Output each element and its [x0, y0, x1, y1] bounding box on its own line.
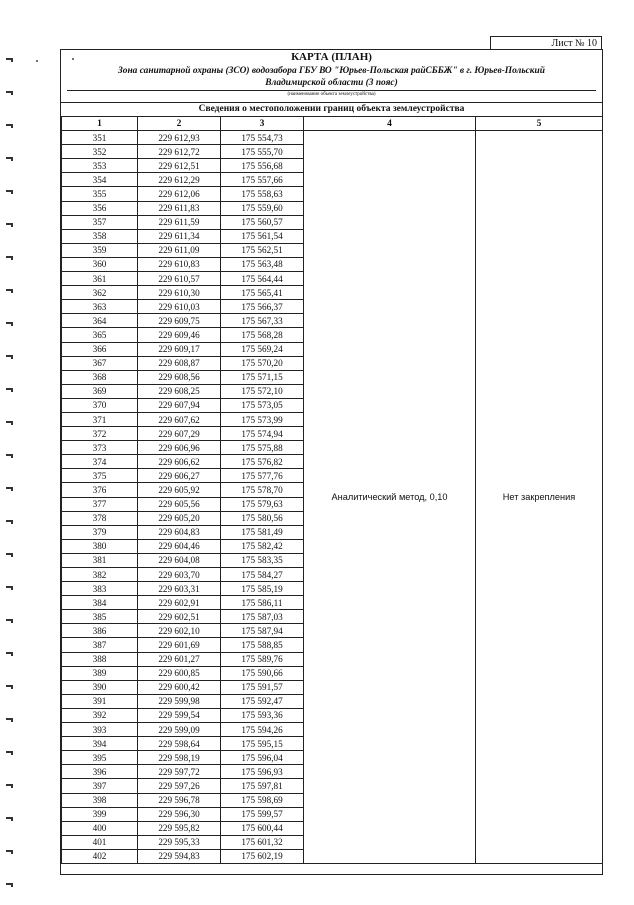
coordinate-x: 229 606,96	[138, 441, 221, 455]
coordinate-y: 175 578,70	[221, 483, 304, 497]
margin-mark	[6, 784, 13, 786]
margin-mark	[6, 817, 13, 819]
coordinate-x: 229 611,83	[138, 201, 221, 215]
point-number: 377	[62, 497, 138, 511]
table-row	[62, 131, 603, 145]
coordinate-x: 229 609,17	[138, 342, 221, 356]
coordinate-x: 229 595,82	[138, 821, 221, 835]
coordinate-y: 175 596,93	[221, 765, 304, 779]
coordinate-y: 175 590,66	[221, 666, 304, 680]
point-number: 383	[62, 582, 138, 596]
point-number: 379	[62, 525, 138, 539]
coordinate-y: 175 563,48	[221, 257, 304, 271]
coordinate-y: 175 577,76	[221, 469, 304, 483]
point-number: 370	[62, 398, 138, 412]
map-title: КАРТА (ПЛАН)	[291, 51, 372, 63]
coordinate-y: 175 585,19	[221, 582, 304, 596]
point-number: 375	[62, 469, 138, 483]
point-number: 356	[62, 201, 138, 215]
coordinate-y: 175 556,68	[221, 159, 304, 173]
point-number: 376	[62, 483, 138, 497]
coordinate-x: 229 596,78	[138, 793, 221, 807]
coordinate-y: 175 584,27	[221, 568, 304, 582]
coordinate-y: 175 601,32	[221, 835, 304, 849]
coordinate-x: 229 602,51	[138, 610, 221, 624]
margin-mark	[6, 91, 13, 93]
margin-mark	[6, 850, 13, 852]
coordinate-y: 175 573,05	[221, 398, 304, 412]
point-number: 384	[62, 596, 138, 610]
coordinate-y: 175 587,03	[221, 610, 304, 624]
coordinate-y: 175 579,63	[221, 497, 304, 511]
coordinate-x: 229 604,83	[138, 525, 221, 539]
point-number: 392	[62, 708, 138, 722]
coordinate-y: 175 594,26	[221, 723, 304, 737]
coordinate-y: 175 582,42	[221, 539, 304, 553]
point-number: 351	[62, 131, 138, 145]
margin-mark	[6, 685, 13, 687]
coordinate-y: 175 566,37	[221, 300, 304, 314]
coordinate-x: 229 611,34	[138, 229, 221, 243]
coordinate-x: 229 606,62	[138, 455, 221, 469]
coordinate-x: 229 612,29	[138, 173, 221, 187]
coordinate-x: 229 601,27	[138, 652, 221, 666]
point-number: 360	[62, 257, 138, 271]
column-header-1: 1	[62, 117, 138, 131]
coordinate-x: 229 601,69	[138, 638, 221, 652]
point-number: 373	[62, 441, 138, 455]
point-number: 397	[62, 779, 138, 793]
header-block	[61, 50, 602, 107]
coordinate-x: 229 598,64	[138, 737, 221, 751]
coordinate-y: 175 573,99	[221, 412, 304, 426]
point-number: 367	[62, 356, 138, 370]
point-number: 400	[62, 821, 138, 835]
coordinate-x: 229 605,92	[138, 483, 221, 497]
coordinate-x: 229 607,94	[138, 398, 221, 412]
coordinate-x: 229 612,06	[138, 187, 221, 201]
point-number: 378	[62, 511, 138, 525]
sheet-number: Лист № 10	[490, 36, 602, 50]
coordinate-y: 175 598,69	[221, 793, 304, 807]
margin-mark	[6, 487, 13, 489]
object-name-line-2: Владимирской области (3 пояс)	[265, 78, 398, 88]
coordinate-y: 175 602,19	[221, 849, 304, 863]
point-number: 393	[62, 723, 138, 737]
coordinate-x: 229 603,31	[138, 582, 221, 596]
coordinate-x: 229 610,83	[138, 257, 221, 271]
coordinate-x: 229 598,19	[138, 751, 221, 765]
point-number: 352	[62, 145, 138, 159]
coordinate-y: 175 568,28	[221, 328, 304, 342]
margin-mark	[6, 520, 13, 522]
coordinate-x: 229 608,25	[138, 384, 221, 398]
coordinate-y: 175 588,85	[221, 638, 304, 652]
coordinate-y: 175 583,35	[221, 553, 304, 567]
point-number: 381	[62, 553, 138, 567]
point-number: 361	[62, 272, 138, 286]
coordinate-x: 229 604,46	[138, 539, 221, 553]
point-number: 364	[62, 314, 138, 328]
coordinate-y: 175 558,63	[221, 187, 304, 201]
point-number: 388	[62, 652, 138, 666]
margin-mark	[6, 355, 13, 357]
point-number: 362	[62, 286, 138, 300]
margin-mark	[6, 190, 13, 192]
point-number: 355	[62, 187, 138, 201]
coordinate-x: 229 602,10	[138, 624, 221, 638]
object-name-line-1: Зона санитарной охраны (ЗСО) водозабора ГБУ ВО "Юрьев-Польская райСББЖ" в г. Юрьев-Польский	[118, 66, 545, 76]
coordinate-x: 229 606,27	[138, 469, 221, 483]
point-number: 402	[62, 849, 138, 863]
coordinate-x: 229 612,93	[138, 131, 221, 145]
coordinate-y: 175 581,49	[221, 525, 304, 539]
point-number: 357	[62, 215, 138, 229]
coordinate-x: 229 597,72	[138, 765, 221, 779]
margin-mark	[6, 619, 13, 621]
document-frame	[60, 49, 603, 875]
coordinate-y: 175 580,56	[221, 511, 304, 525]
coordinate-y: 175 554,73	[221, 131, 304, 145]
point-number: 382	[62, 568, 138, 582]
point-number: 395	[62, 751, 138, 765]
coordinate-y: 175 565,41	[221, 286, 304, 300]
point-number: 387	[62, 638, 138, 652]
margin-mark	[6, 421, 13, 423]
coordinate-y: 175 600,44	[221, 821, 304, 835]
point-number: 399	[62, 807, 138, 821]
point-number: 390	[62, 680, 138, 694]
column-header-4: 4	[304, 117, 476, 131]
point-number: 365	[62, 328, 138, 342]
margin-mark	[6, 322, 13, 324]
coordinate-y: 175 595,15	[221, 737, 304, 751]
margin-mark	[6, 157, 13, 159]
coordinates-table	[61, 116, 603, 864]
coordinate-x: 229 609,75	[138, 314, 221, 328]
coordinate-x: 229 597,26	[138, 779, 221, 793]
coordinate-y: 175 596,04	[221, 751, 304, 765]
coordinate-y: 175 597,81	[221, 779, 304, 793]
coordinate-x: 229 611,59	[138, 215, 221, 229]
coordinate-y: 175 591,57	[221, 680, 304, 694]
point-number: 396	[62, 765, 138, 779]
coordinate-y: 175 557,66	[221, 173, 304, 187]
coordinate-x: 229 594,83	[138, 849, 221, 863]
coordinate-x: 229 610,30	[138, 286, 221, 300]
point-number: 401	[62, 835, 138, 849]
point-number: 353	[62, 159, 138, 173]
fixation-cell: Нет закрепления	[476, 131, 603, 864]
margin-mark	[6, 223, 13, 225]
point-number: 369	[62, 384, 138, 398]
coordinate-y: 175 567,33	[221, 314, 304, 328]
coordinate-y: 175 555,70	[221, 145, 304, 159]
coordinate-y: 175 561,54	[221, 229, 304, 243]
coordinate-x: 229 595,33	[138, 835, 221, 849]
coordinate-x: 229 612,72	[138, 145, 221, 159]
coordinate-x: 229 599,09	[138, 723, 221, 737]
section-title: Сведения о местоположении границ объекта землеустройства	[61, 102, 602, 116]
coordinate-x: 229 612,51	[138, 159, 221, 173]
point-number: 363	[62, 300, 138, 314]
margin-mark	[6, 454, 13, 456]
column-header-3: 3	[221, 117, 304, 131]
coordinate-x: 229 599,54	[138, 708, 221, 722]
coordinate-y: 175 574,94	[221, 427, 304, 441]
point-number: 358	[62, 229, 138, 243]
margin-mark	[6, 883, 13, 885]
coordinate-x: 229 603,70	[138, 568, 221, 582]
coordinate-y: 175 589,76	[221, 652, 304, 666]
coordinate-y: 175 587,94	[221, 624, 304, 638]
coordinate-y: 175 599,57	[221, 807, 304, 821]
point-number: 380	[62, 539, 138, 553]
coordinate-x: 229 600,42	[138, 680, 221, 694]
scan-speck	[36, 60, 38, 62]
coordinate-x: 229 608,87	[138, 356, 221, 370]
coordinate-y: 175 569,24	[221, 342, 304, 356]
point-number: 389	[62, 666, 138, 680]
column-header-5: 5	[476, 117, 603, 131]
coordinate-x: 229 610,03	[138, 300, 221, 314]
point-number: 394	[62, 737, 138, 751]
point-number: 359	[62, 243, 138, 257]
scan-speck	[72, 58, 74, 60]
margin-mark	[6, 124, 13, 126]
coordinate-x: 229 610,57	[138, 272, 221, 286]
margin-mark	[6, 586, 13, 588]
coordinate-y: 175 576,82	[221, 455, 304, 469]
coordinate-y: 175 559,60	[221, 201, 304, 215]
table-body	[62, 131, 603, 864]
point-number: 371	[62, 412, 138, 426]
coordinate-x: 229 596,30	[138, 807, 221, 821]
point-number: 366	[62, 342, 138, 356]
coordinate-y: 175 560,57	[221, 215, 304, 229]
column-header-2: 2	[138, 117, 221, 131]
coordinate-y: 175 562,51	[221, 243, 304, 257]
coordinate-x: 229 605,56	[138, 497, 221, 511]
coordinate-y: 175 572,10	[221, 384, 304, 398]
margin-mark	[6, 256, 13, 258]
margin-mark	[6, 289, 13, 291]
coordinate-x: 229 611,09	[138, 243, 221, 257]
coordinate-x: 229 608,56	[138, 370, 221, 384]
margin-mark	[6, 652, 13, 654]
point-number: 386	[62, 624, 138, 638]
coordinate-y: 175 564,44	[221, 272, 304, 286]
coordinate-x: 229 607,29	[138, 427, 221, 441]
object-name	[73, 65, 590, 89]
margin-mark	[6, 751, 13, 753]
point-number: 391	[62, 694, 138, 708]
point-number: 398	[62, 793, 138, 807]
point-number: 374	[62, 455, 138, 469]
point-number: 385	[62, 610, 138, 624]
margin-mark	[6, 388, 13, 390]
coordinate-x: 229 599,98	[138, 694, 221, 708]
margin-mark	[6, 58, 13, 60]
coordinate-y: 175 575,88	[221, 441, 304, 455]
coordinate-x: 229 605,20	[138, 511, 221, 525]
point-number: 372	[62, 427, 138, 441]
coordinate-y: 175 570,20	[221, 356, 304, 370]
coordinate-x: 229 604,08	[138, 553, 221, 567]
coordinate-y: 175 593,36	[221, 708, 304, 722]
coordinate-x: 229 609,46	[138, 328, 221, 342]
coordinate-y: 175 592,47	[221, 694, 304, 708]
object-name-caption: (наименование объекта землеустройства)	[287, 92, 376, 97]
coordinate-x: 229 607,62	[138, 412, 221, 426]
coordinate-x: 229 602,91	[138, 596, 221, 610]
margin-mark	[6, 553, 13, 555]
point-number: 354	[62, 173, 138, 187]
table-header-row	[62, 117, 603, 131]
method-cell: Аналитический метод, 0,10	[304, 131, 476, 864]
coordinate-y: 175 586,11	[221, 596, 304, 610]
point-number: 368	[62, 370, 138, 384]
coordinate-y: 175 571,15	[221, 370, 304, 384]
coordinate-x: 229 600,85	[138, 666, 221, 680]
margin-mark	[6, 718, 13, 720]
